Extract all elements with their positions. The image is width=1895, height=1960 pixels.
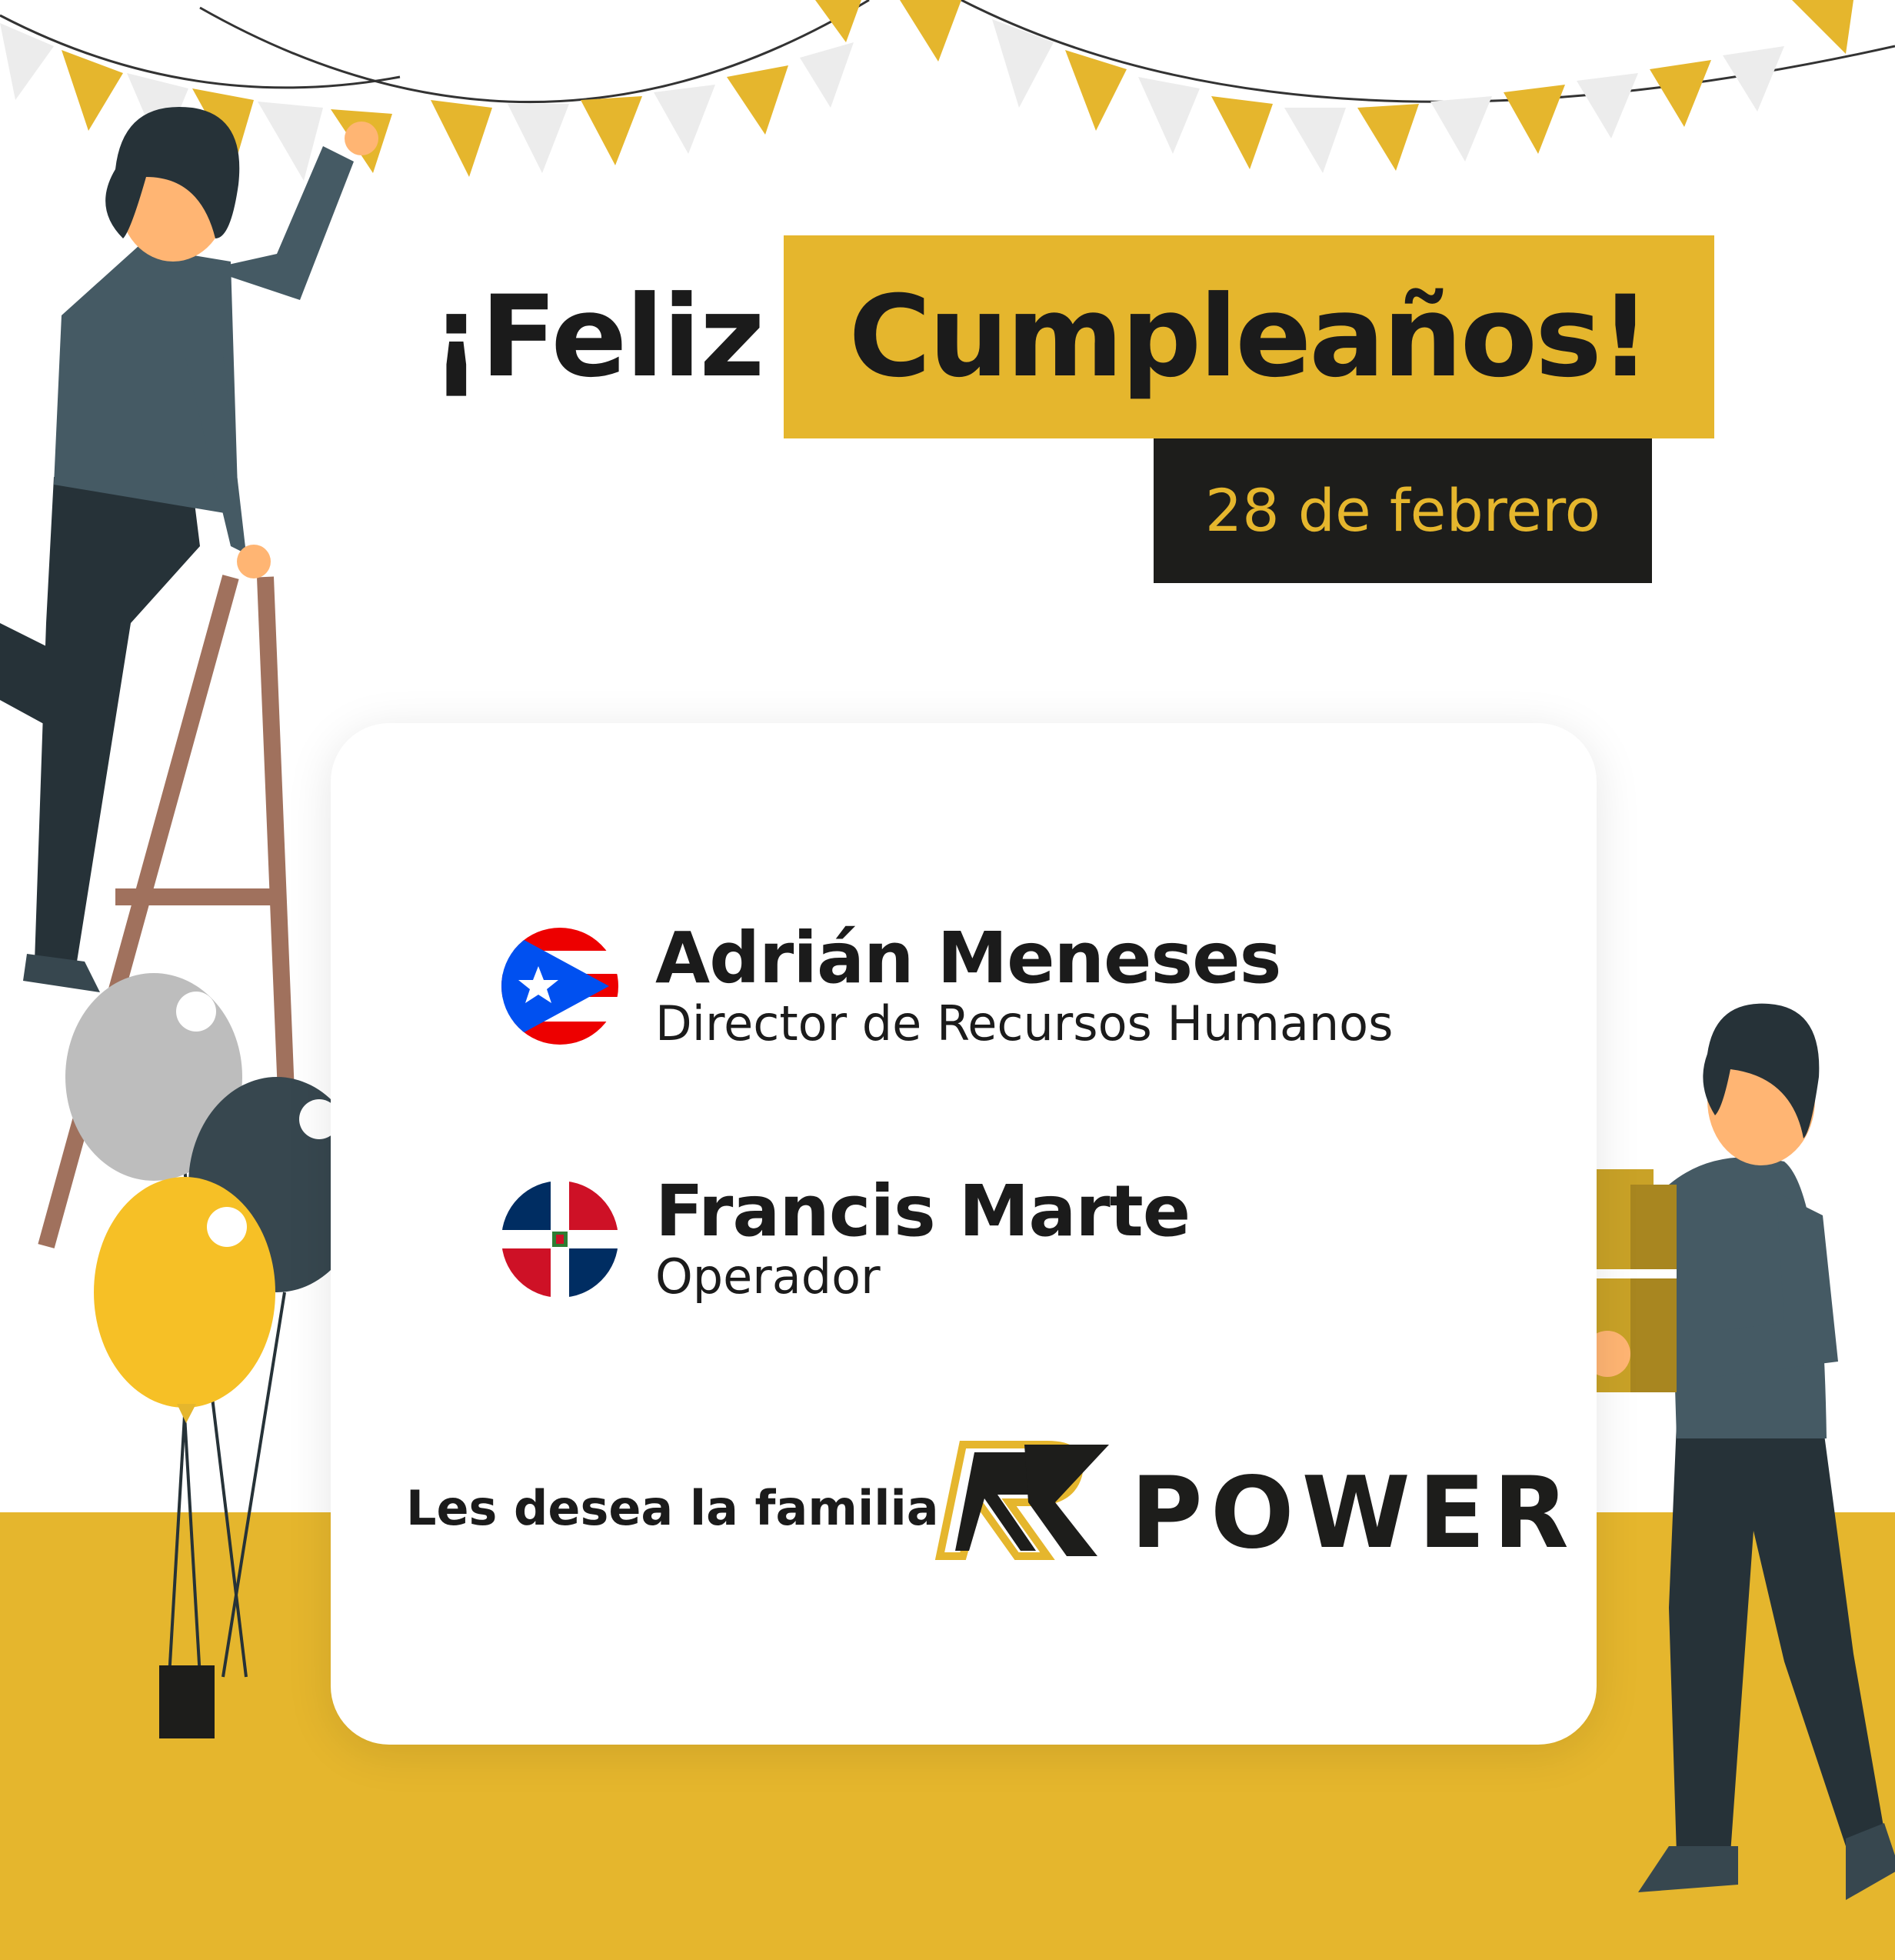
brand-wordmark: POWER	[1131, 1456, 1577, 1571]
puerto-rico-flag-icon	[501, 928, 618, 1045]
headline-highlight: Cumpleaños!	[848, 272, 1649, 402]
person-name: Adrián Meneses	[655, 917, 1281, 999]
person-role: Operador	[655, 1248, 881, 1305]
dominican-republic-flag-icon	[501, 1181, 618, 1298]
date-badge	[1154, 438, 1652, 583]
person-entry	[501, 917, 1394, 1052]
balloons-illustration	[54, 954, 377, 1754]
wish-message: Les desea la familia	[406, 1480, 939, 1536]
person-role: Director de Recursos Humanos	[655, 995, 1394, 1052]
headline-prefix: ¡Feliz	[431, 272, 764, 402]
date-text: 28 de febrero	[1204, 476, 1601, 545]
person-entry	[501, 1170, 1191, 1305]
headline-highlight-box	[784, 235, 1714, 438]
person-name: Francis Marte	[655, 1170, 1191, 1252]
headline	[431, 235, 1714, 438]
rk-logo-icon	[932, 1429, 1117, 1568]
